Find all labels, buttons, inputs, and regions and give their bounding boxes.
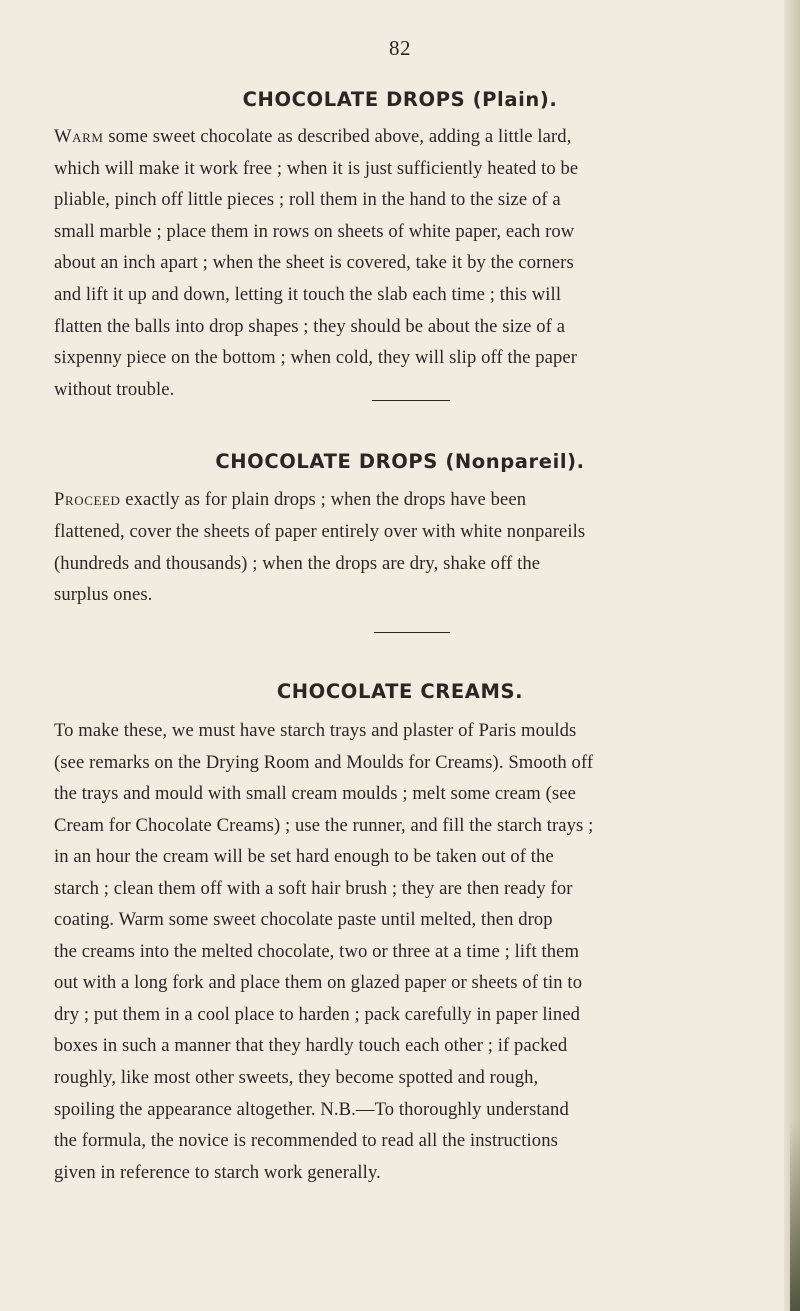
text-line: spoiling the appearance altogether. N.B.—To thoroughly understand (54, 1098, 569, 1120)
text-line: pliable, pinch off little pieces ; roll them in the hand to the size of a (54, 189, 561, 211)
text-line: (hundreds and thousands) ; when the drops are dry, shake off the (54, 552, 541, 574)
page-edge-shadow (784, 0, 800, 1311)
paragraph-chocolate-creams (54, 715, 756, 1188)
text-line: sixpenny piece on the bottom ; when cold, they will slip off the paper (54, 347, 578, 369)
page-number: 82 (389, 36, 411, 60)
text-line: (see remarks on the Drying Room and Moulds for Creams). Smooth off (54, 751, 594, 773)
text-line: the creams into the melted chocolate, two or three at a time ; lift them (54, 940, 580, 962)
heading-chocolate-creams: CHOCOLATE CREAMS. (276, 680, 524, 703)
text-line: the formula, the novice is recommended to read all the instructions (54, 1130, 558, 1152)
text-line: Proceed exactly as for plain drops ; when the drops have been (54, 489, 527, 510)
text-line: coating. Warm some sweet chocolate paste until melted, then drop (54, 909, 553, 931)
paragraph-chocolate-drops-plain (54, 121, 756, 405)
text-line: without trouble. (54, 378, 175, 400)
text-line: given in reference to starch work generally. (54, 1161, 381, 1183)
text-line: small marble ; place them in rows on sheets of white paper, each row (54, 220, 575, 242)
section-divider (372, 400, 450, 401)
text-line: surplus ones. (54, 584, 153, 606)
heading-chocolate-drops-nonpareil: CHOCOLATE DROPS (Nonpareil). (215, 450, 585, 473)
text-line: boxes in such a manner that they hardly touch each other ; if packed (54, 1035, 568, 1057)
page-edge-stain (790, 1120, 800, 1311)
lead-word: Proceed (54, 489, 121, 510)
text-line: roughly, like most other sweets, they become spotted and rough, (54, 1067, 539, 1089)
section-divider (374, 632, 450, 633)
text-line: dry ; put them in a cool place to harden ; pack carefully in paper lined (54, 1003, 581, 1025)
text-line: about an inch apart ; when the sheet is covered, take it by the corners (54, 252, 574, 274)
text-line: which will make it work free ; when it is just sufficiently heated to be (54, 157, 579, 179)
heading-chocolate-drops-plain: CHOCOLATE DROPS (Plain). (242, 88, 558, 111)
text-line: Warm some sweet chocolate as described above, adding a little lard, (54, 126, 572, 147)
text-line: flattened, cover the sheets of paper entirely over with white nonpareils (54, 520, 586, 542)
paragraph-chocolate-drops-nonpareil (54, 484, 756, 611)
text-line: and lift it up and down, letting it touch the slab each time ; this will (54, 283, 562, 305)
lead-word: Warm (54, 126, 104, 147)
text-line: out with a long fork and place them on glazed paper or sheets of tin to (54, 972, 583, 994)
text-line: the trays and mould with small cream moulds ; melt some cream (see (54, 783, 576, 805)
text-line: Cream for Chocolate Creams) ; use the runner, and fill the starch trays ; (54, 814, 594, 836)
text-line: flatten the balls into drop shapes ; they should be about the size of a (54, 315, 566, 337)
text-line: starch ; clean them off with a soft hair brush ; they are then ready for (54, 877, 573, 899)
text-line: in an hour the cream will be set hard enough to be taken out of the (54, 846, 554, 868)
text-line: To make these, we must have starch trays and plaster of Paris moulds (54, 720, 577, 741)
